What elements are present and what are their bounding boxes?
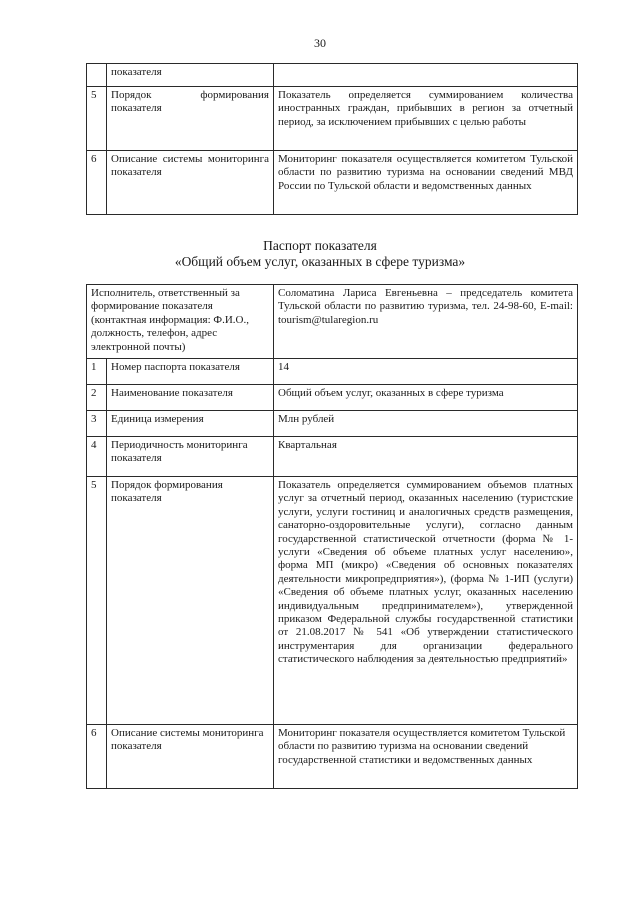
row-label-cell: Единица измерения (107, 411, 274, 437)
page-number: 30 (314, 36, 326, 50)
table-row (87, 725, 578, 789)
row-label-cell: Описание системы мониторинга показателя (107, 725, 274, 789)
row-value-cell: Мониторинг показателя осуществляется комитетом Тульской области по развитию туризма на основании сведений государственной статистики и ведомственных данных (274, 725, 578, 789)
row-value-cell: Показатель определяется суммированием количества иностранных граждан, прибывших в регион за отчетный период, за исключением прибывших с целью работы (274, 87, 578, 151)
executor-value-cell: Соломатина Лариса Евгеньевна – председатель комитета Тульской области по развитию туризма, тел. 24-98-60, E-mail: tourism@tularegion.ru (274, 285, 578, 359)
row-value-cell (274, 64, 578, 87)
row-label-cell: Периодичность мониторинга показателя (107, 437, 274, 477)
row-label-cell: Номер паспорта показателя (107, 359, 274, 385)
row-value-cell: Общий объем услуг, оказанных в сфере туризма (274, 385, 578, 411)
row-value-cell: Квартальная (274, 437, 578, 477)
passport-heading (0, 238, 640, 269)
table-row (87, 385, 578, 411)
indicator-table-continued (86, 63, 578, 215)
row-label-cell: Наименование показателя (107, 385, 274, 411)
passport-subtitle: «Общий объем услуг, оказанных в сфере туризма» (174, 253, 466, 269)
row-label-cell: Порядок формирования показателя (107, 477, 274, 725)
row-number-cell: 4 (87, 437, 107, 477)
table-row (87, 151, 578, 215)
row-label-cell: показателя (107, 64, 274, 87)
row-number-cell: 6 (87, 725, 107, 789)
row-number-cell: 6 (87, 151, 107, 215)
passport-table (86, 284, 578, 789)
passport-title: Паспорт показателя (263, 238, 377, 253)
table-row (87, 477, 578, 725)
row-value-cell: Мониторинг показателя осуществляется комитетом Тульской области по развитию туризма на основании сведений МВД России по Тульской области и ведомственных данных (274, 151, 578, 215)
table-row (87, 87, 578, 151)
row-value-cell: 14 (274, 359, 578, 385)
table-row (87, 437, 578, 477)
row-value-cell: Показатель определяется суммированием объемов платных услуг за отчетный период, оказанных населению (туристские услуги, услуги гостиниц и аналогичных средств размещения, санаторно-оздоровительные услуги), согласно данным государственной статистической отчетности (форма № 1-услуги «Сведения об объеме платных услуг населению», форма МП (микро) «Сведения об основных показателях деятельности микропредприятия»), (форма № 1-ИП (услуги) «Сведения об объеме платных услуг, оказанных населению индивидуальным предпринимателем»), утвержденной приказом Федеральной службы государственной статистики от 21.08.2017 № 541 «Об утверждении статистического инструментария для организации федерального статистического наблюдения за деятельностью предприятий» (274, 477, 578, 725)
row-label-cell: Описание системы мониторинга показателя (107, 151, 274, 215)
table-row (87, 285, 578, 359)
row-number-cell: 5 (87, 477, 107, 725)
table-row (87, 64, 578, 87)
row-number-cell: 2 (87, 385, 107, 411)
row-number-cell: 1 (87, 359, 107, 385)
table-row (87, 359, 578, 385)
table-row (87, 411, 578, 437)
row-value-cell: Млн рублей (274, 411, 578, 437)
row-number-cell: 5 (87, 87, 107, 151)
row-label-cell: Порядок формирования показателя (107, 87, 274, 151)
row-number-cell: 3 (87, 411, 107, 437)
row-number-cell (87, 64, 107, 87)
executor-label-cell: Исполнитель, ответственный за формирование показателя (контактная информация: Ф.И.О., должность, телефон, адрес электронной почты) (87, 285, 274, 359)
